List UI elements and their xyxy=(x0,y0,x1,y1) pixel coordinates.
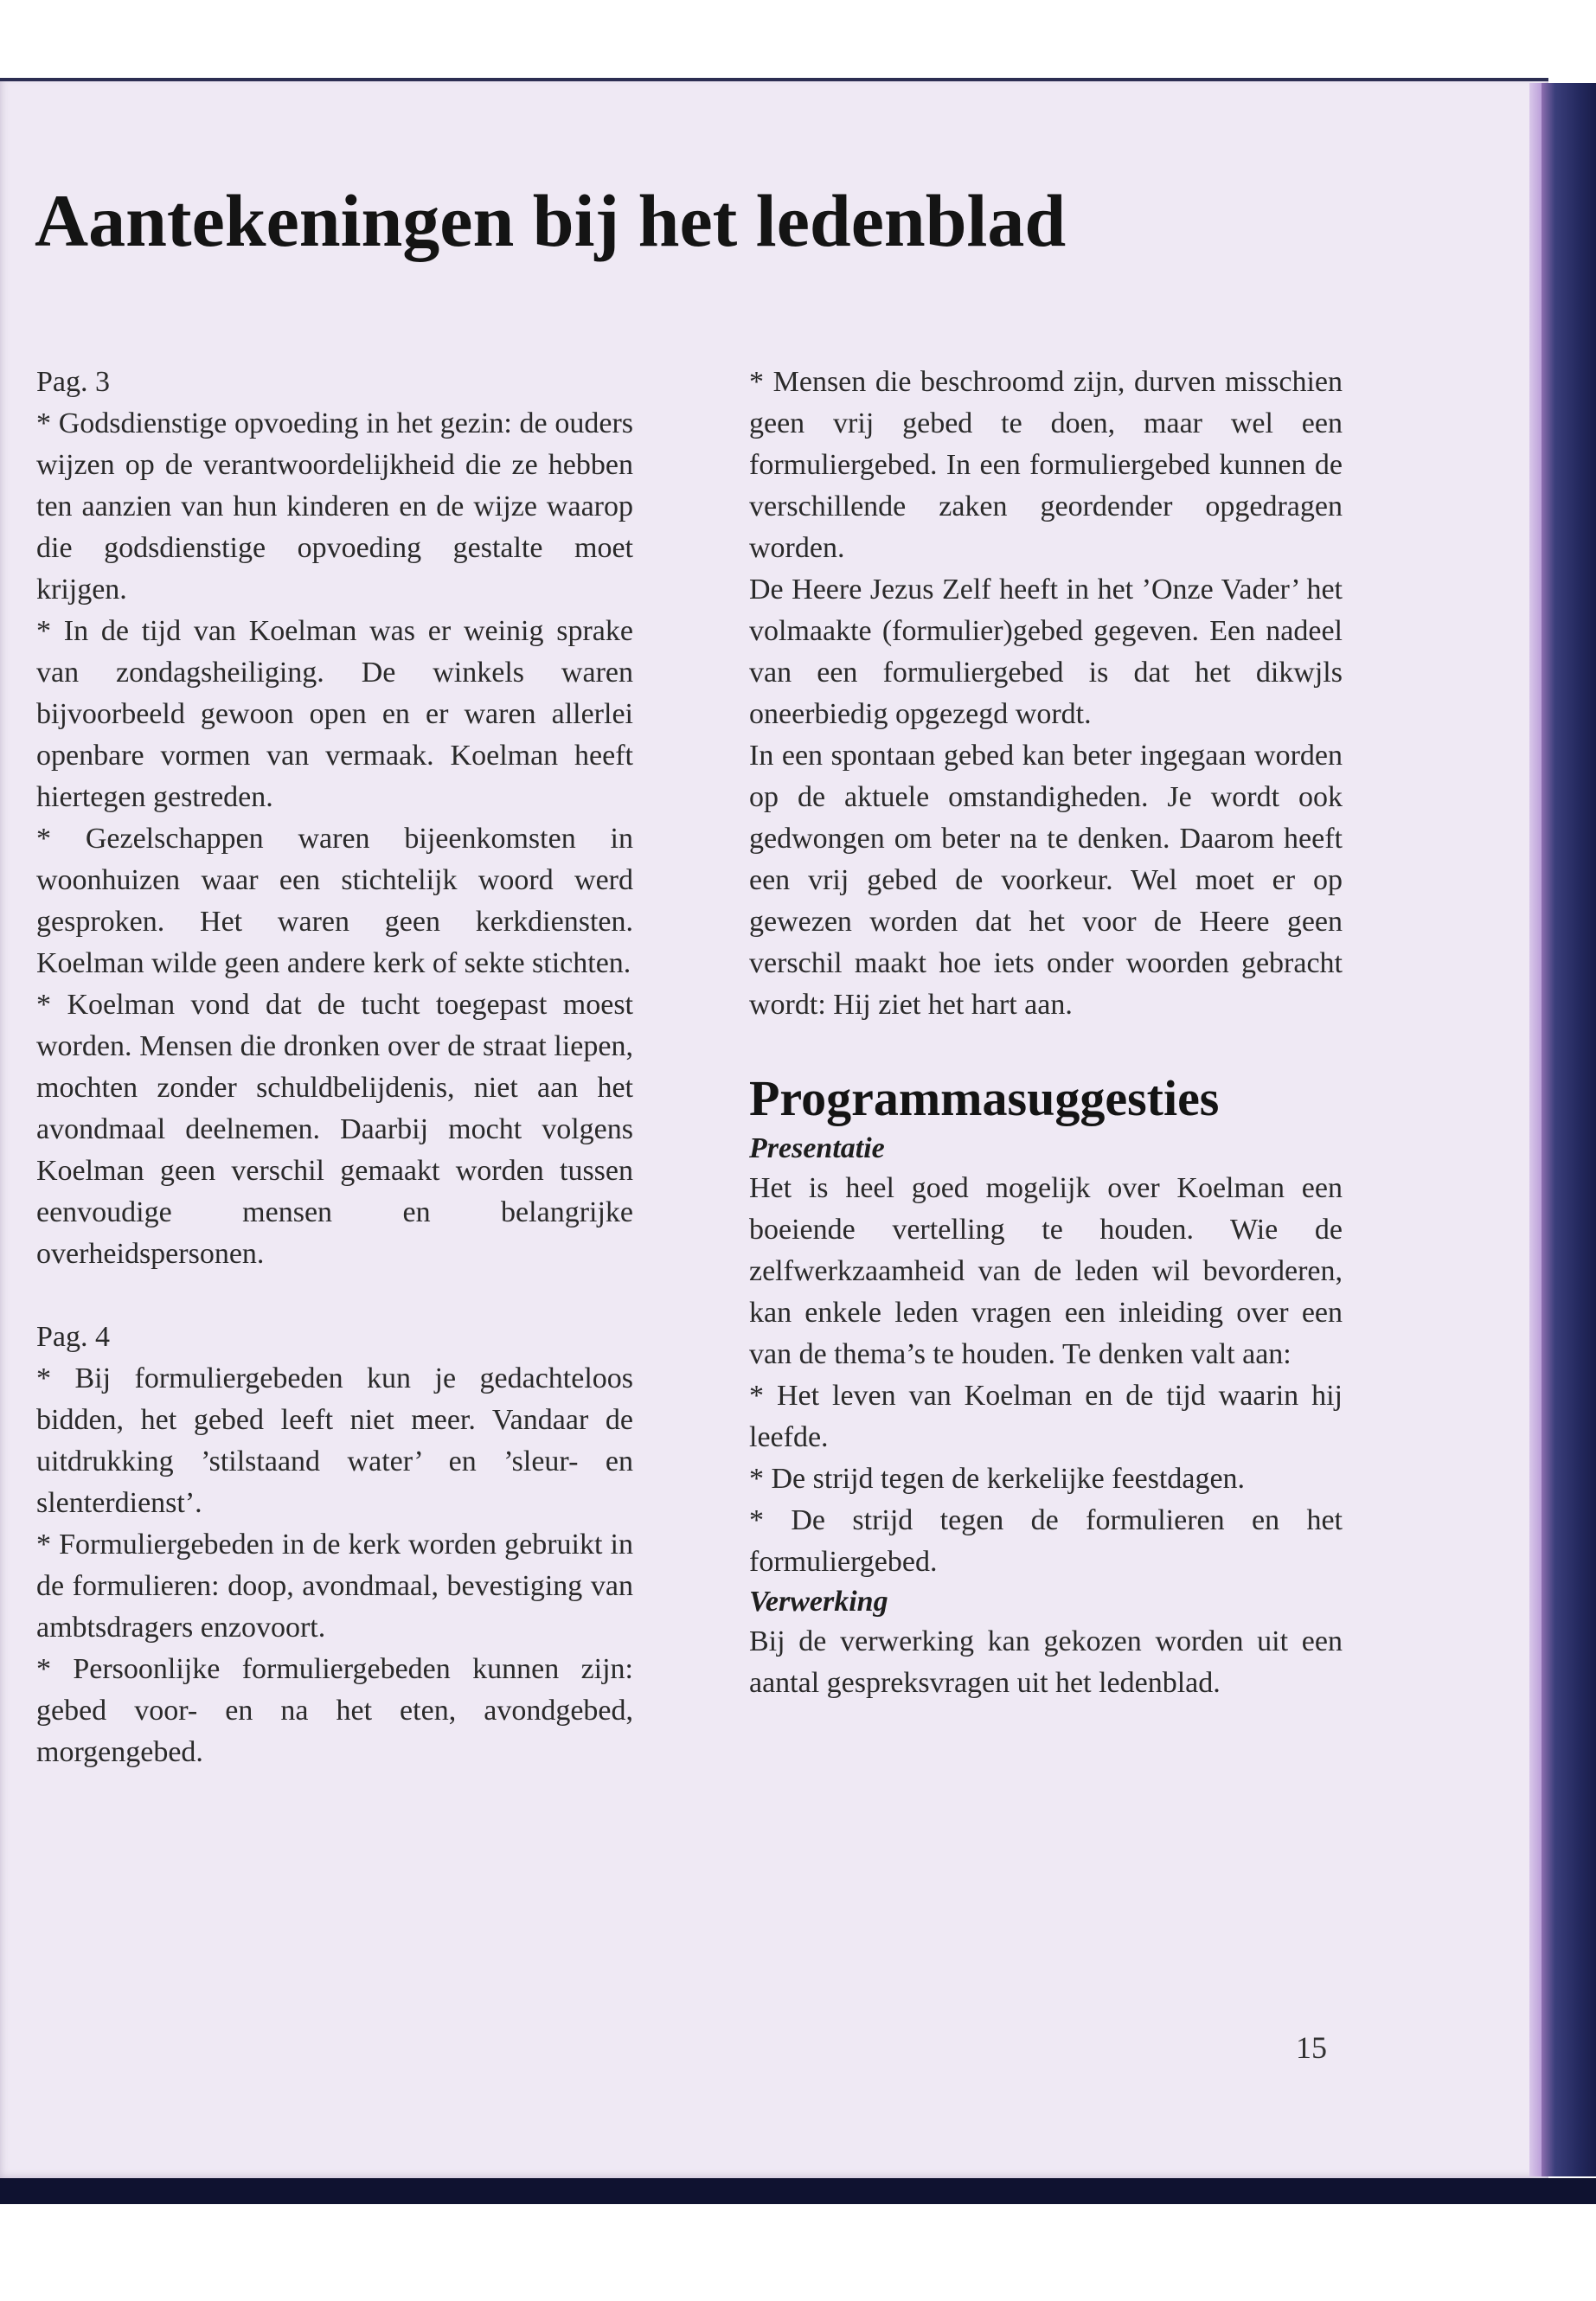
note-item: * In de tijd van Koelman was er weinig sprake van zondagsheiliging. De winkels waren bijvoorbeeld gewoon open en er waren allerlei openbare vormen van vermaak. Koelman heeft hiertegen gestreden. xyxy=(36,615,633,813)
section-label-pag3: Pag. 3 xyxy=(36,366,110,398)
paragraph: Bij de verwerking kan gekozen worden uit een aantal gespreksvragen uit het ledenblad. xyxy=(749,1625,1343,1699)
scan-top-margin xyxy=(0,0,1596,76)
section-heading: Programmasuggesties xyxy=(749,1070,1220,1126)
note-item: * Formuliergebeden in de kerk worden gebruikt in de formulieren: doop, avondmaal, bevestiging van ambtsdragers enzovoort. xyxy=(36,1529,633,1644)
subheading-presentatie: Presentatie xyxy=(749,1132,885,1164)
note-item: * Gezelschappen waren bijeenkomsten in woonhuizen waar een stichtelijk woord werd gesproken. Het waren geen kerkdiensten. Koelman wilde geen andere kerk of sekte stichten. xyxy=(36,823,633,979)
book-cover-bottom xyxy=(0,2178,1596,2204)
note-item: * Persoonlijke formuliergebeden kunnen zijn: gebed voor- en na het eten, avondgebed, morgengebed. xyxy=(36,1653,633,1768)
note-item: * Godsdienstige opvoeding in het gezin: de ouders wijzen op de verantwoordelijkheid die ze hebben ten aanzien van hun kinderen en de wijze waarop die godsdienstige opvoeding gestalte moet krijgen. xyxy=(36,407,633,606)
book-binding xyxy=(1542,83,1596,2176)
paragraph: Het is heel goed mogelijk over Koelman een boeiende vertelling te houden. Wie de zelfwerkzaamheid van de leden wil bevorderen, kan enkele leden vragen een inleiding over een van de thema’s te houden. Te denken valt aan: xyxy=(749,1172,1343,1370)
note-item: * Bij formuliergebeden kun je gedachteloos bidden, het gebed leeft niet meer. Vandaar de uitdrukking ’stilstaand water’ en ’sleur- en slenterdienst’. xyxy=(36,1362,633,1519)
theme-item: * De strijd tegen de kerkelijke feestdagen. xyxy=(749,1463,1246,1495)
note-item: * Koelman vond dat de tucht toegepast moest worden. Mensen die dronken over de straat liepen, mochten zonder schuldbelijdenis, niet aan het avondmaal deelnemen. Daarbij mocht volgens Koelman geen verschil gemaakt worden tussen eenvoudige mensen en belangrijke overheidspersonen. xyxy=(36,989,633,1270)
note-item: * Mensen die beschroomd zijn, durven misschien geen vrij gebed te doen, maar wel een formuliergebed. In een formuliergebed kunnen de verschillende zaken geordender opgedragen worden. xyxy=(749,366,1343,564)
scan-bottom-margin xyxy=(0,2204,1596,2301)
page-number: 15 xyxy=(1296,2030,1327,2065)
theme-item: * Het leven van Koelman en de tijd waarin hij leefde. xyxy=(749,1380,1343,1453)
section-label-pag4: Pag. 4 xyxy=(36,1321,110,1353)
subheading-verwerking: Verwerking xyxy=(749,1586,888,1618)
right-column xyxy=(749,362,1343,1704)
paragraph: De Heere Jezus Zelf heeft in het ’Onze Vader’ het volmaakte (formulier)gebed gegeven. Een nadeel van een formuliergebed is dat het dikwjls oneerbiedig opgezegd wordt. xyxy=(749,574,1343,730)
page-title: Aantekeningen bij het ledenblad xyxy=(35,179,1067,262)
paragraph: In een spontaan gebed kan beter ingegaan worden op de aktuele omstandigheden. Je wordt ook gedwongen om beter na te denken. Daarom heeft een vrij gebed de voorkeur. Wel moet er op gewezen worden dat het voor de Heere geen verschil maakt hoe iets onder woorden gebracht wordt: Hij ziet het hart aan. xyxy=(749,740,1343,1021)
left-column xyxy=(36,362,633,1773)
theme-item: * De strijd tegen de formulieren en het formuliergebed. xyxy=(749,1504,1343,1578)
